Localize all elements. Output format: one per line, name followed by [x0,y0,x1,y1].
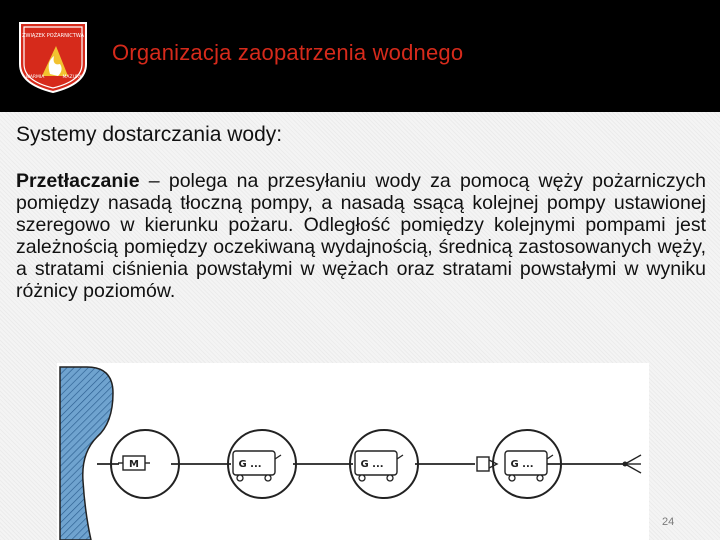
logo-right-text: MAZURY [62,75,82,80]
slide-title: Organizacja zaopatrzenia wodnego [112,40,464,65]
portable-pump [118,456,150,470]
fire-engine-3-label: G ... [510,459,534,470]
description-paragraph [16,170,706,302]
logo-left-text: WARMIA [25,75,45,80]
fire-engine-3 [505,451,553,481]
fire-engine-2 [355,451,403,481]
fire-engine-2-label: G ... [360,459,384,470]
term-definition: – polega na przesyłaniu wody za pomocą węży pożarniczych pomiędzy nasadą tłoczną pompy, a nasadą ssącą kolejnej pompy ustawionej szeregowo w kierunku pożaru. Odległość pomiędzy kolejnymi pompami jest zależnością pomiędzy oczekiwaną wydajnością, średnicą zastosowanych węży, a stratami ciśnienia powstałymi w wężach oraz stratami powstałymi w wyniku różnicy poziomów. [16,170,706,302]
header-bar [0,0,720,112]
source-pump-label: M [129,459,139,470]
nozzle-icon [623,455,642,473]
logo-top-text: ZWIĄZEK POŻARNICTWA [22,33,84,39]
water-source [60,367,113,540]
section-subtitle: Systemy dostarczania wody: [16,123,283,146]
fire-engine-1-label: G ... [238,459,262,470]
page-number: 24 [662,516,675,528]
term-label: Przetłaczanie [16,170,140,192]
fire-engine-1 [233,451,281,481]
relay-pumping-diagram [57,363,649,540]
fire-brigade-logo [16,20,90,94]
